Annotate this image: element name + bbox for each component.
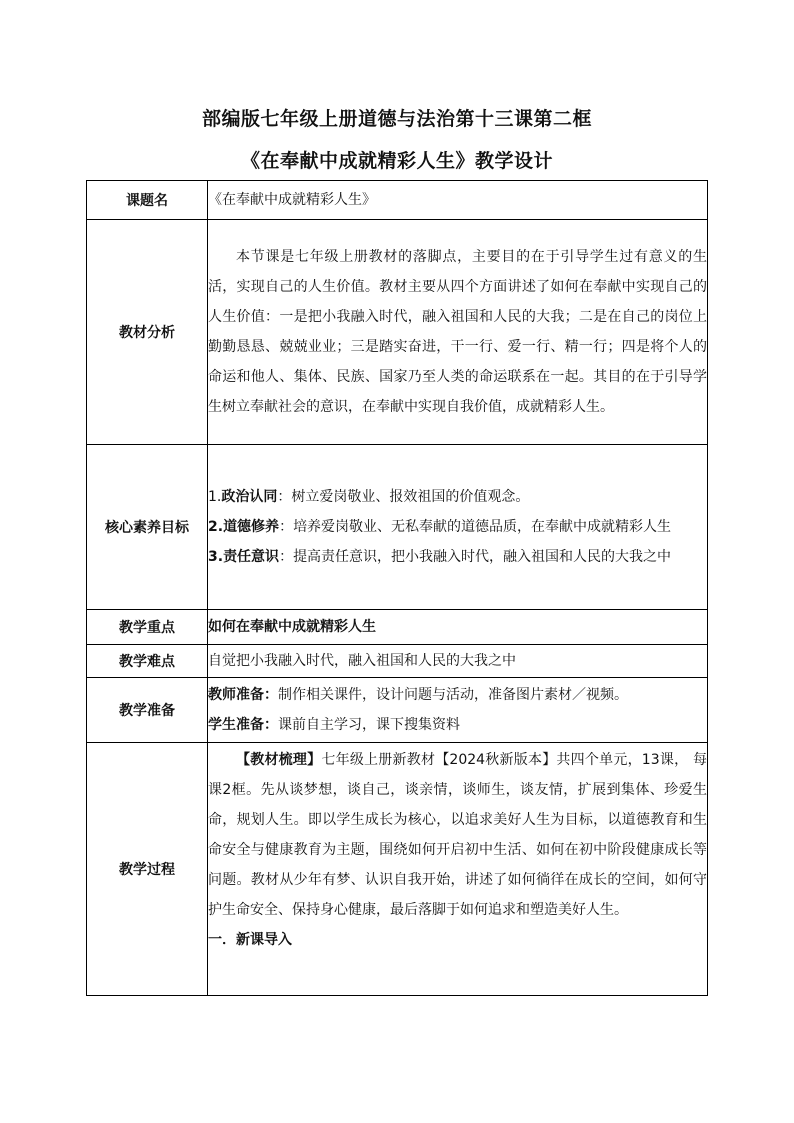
value-difficulty: 自觉把小我融入时代，融入祖国和人民的大我之中 <box>208 645 708 678</box>
goal-item: 3.责任意识：提高责任意识，把小我融入时代，融入祖国和人民的大我之中 <box>208 549 672 565</box>
table-row-focus <box>87 610 708 645</box>
table-row-analysis <box>87 220 708 445</box>
label-difficulty: 教学难点 <box>87 645 208 678</box>
teacher-preparation: 教师准备：制作相关课件，设计问题与活动，准备图片素材／视频。 <box>208 687 628 703</box>
value-goals <box>208 445 708 610</box>
process-paragraph: 【教材梳理】七年级上册新教材【2024秋新版本】共四个单元，13课， 每课2框。先从谈梦想，谈自己，谈亲情，谈师生，谈友情，扩展到集体、珍爱生命，规划人生。即以学生成长为核心，以追求美好人生为目标，以道德教育和生命安全与健康教育为主题，围绕如何开启初中生活、如何在初中阶段健康成长等问题。教材从少年有梦、认识自我开始，讲述了如何徜徉在成长的空间，如何守护生命安全、保持身心健康，最后落脚于如何追求和塑造美好人生。 <box>208 752 707 918</box>
process-section-heading: 一．新课导入 <box>208 932 292 948</box>
goal-item: 2.道德修养：培养爱岗敬业、无私奉献的道德品质，在奉献中成就精彩人生 <box>208 519 672 535</box>
goal-item: 1.政治认同：树立爱岗敬业、报效祖国的价值观念。 <box>208 489 530 505</box>
value-topic: 《在奉献中成就精彩人生》 <box>208 181 708 220</box>
document-title-line1: 部编版七年级上册道德与法治第十三课第二框 <box>201 108 592 130</box>
table-row-topic <box>87 181 708 220</box>
value-analysis: 本节课是七年级上册教材的落脚点，主要目的在于引导学生过有意义的生活，实现自己的人生价值。教材主要从四个方面讲述了如何在奉献中实现自己的人生价值：一是把小我融入时代，融入祖国和人民的大我；二是在自己的岗位上勤勤恳恳、兢兢业业；三是踏实奋进，干一行、爱一行、精一行；四是将个人的命运和他人、集体、民族、国家乃至人类的命运联系在一起。其目的在于引导学生树立奉献社会的意识，在奉献中实现自我价值，成就精彩人生。 <box>208 220 708 445</box>
lesson-plan-table <box>86 180 708 996</box>
document-title-line2: 《在奉献中成就精彩人生》教学设计 <box>240 150 553 172</box>
label-process: 教学过程 <box>87 743 208 996</box>
label-analysis: 教材分析 <box>87 220 208 445</box>
value-focus: 如何在奉献中成就精彩人生 <box>208 610 708 645</box>
label-preparation: 教学准备 <box>87 678 208 743</box>
value-preparation <box>208 678 708 743</box>
student-preparation: 学生准备：课前自主学习，课下搜集资料 <box>208 717 460 733</box>
value-process <box>208 743 708 996</box>
table-row-preparation <box>87 678 708 743</box>
table-row-goals <box>87 445 708 610</box>
label-goals: 核心素养目标 <box>87 445 208 610</box>
label-topic: 课题名 <box>87 181 208 220</box>
label-focus: 教学重点 <box>87 610 208 645</box>
table-row-difficulty <box>87 645 708 678</box>
table-row-process <box>87 743 708 996</box>
